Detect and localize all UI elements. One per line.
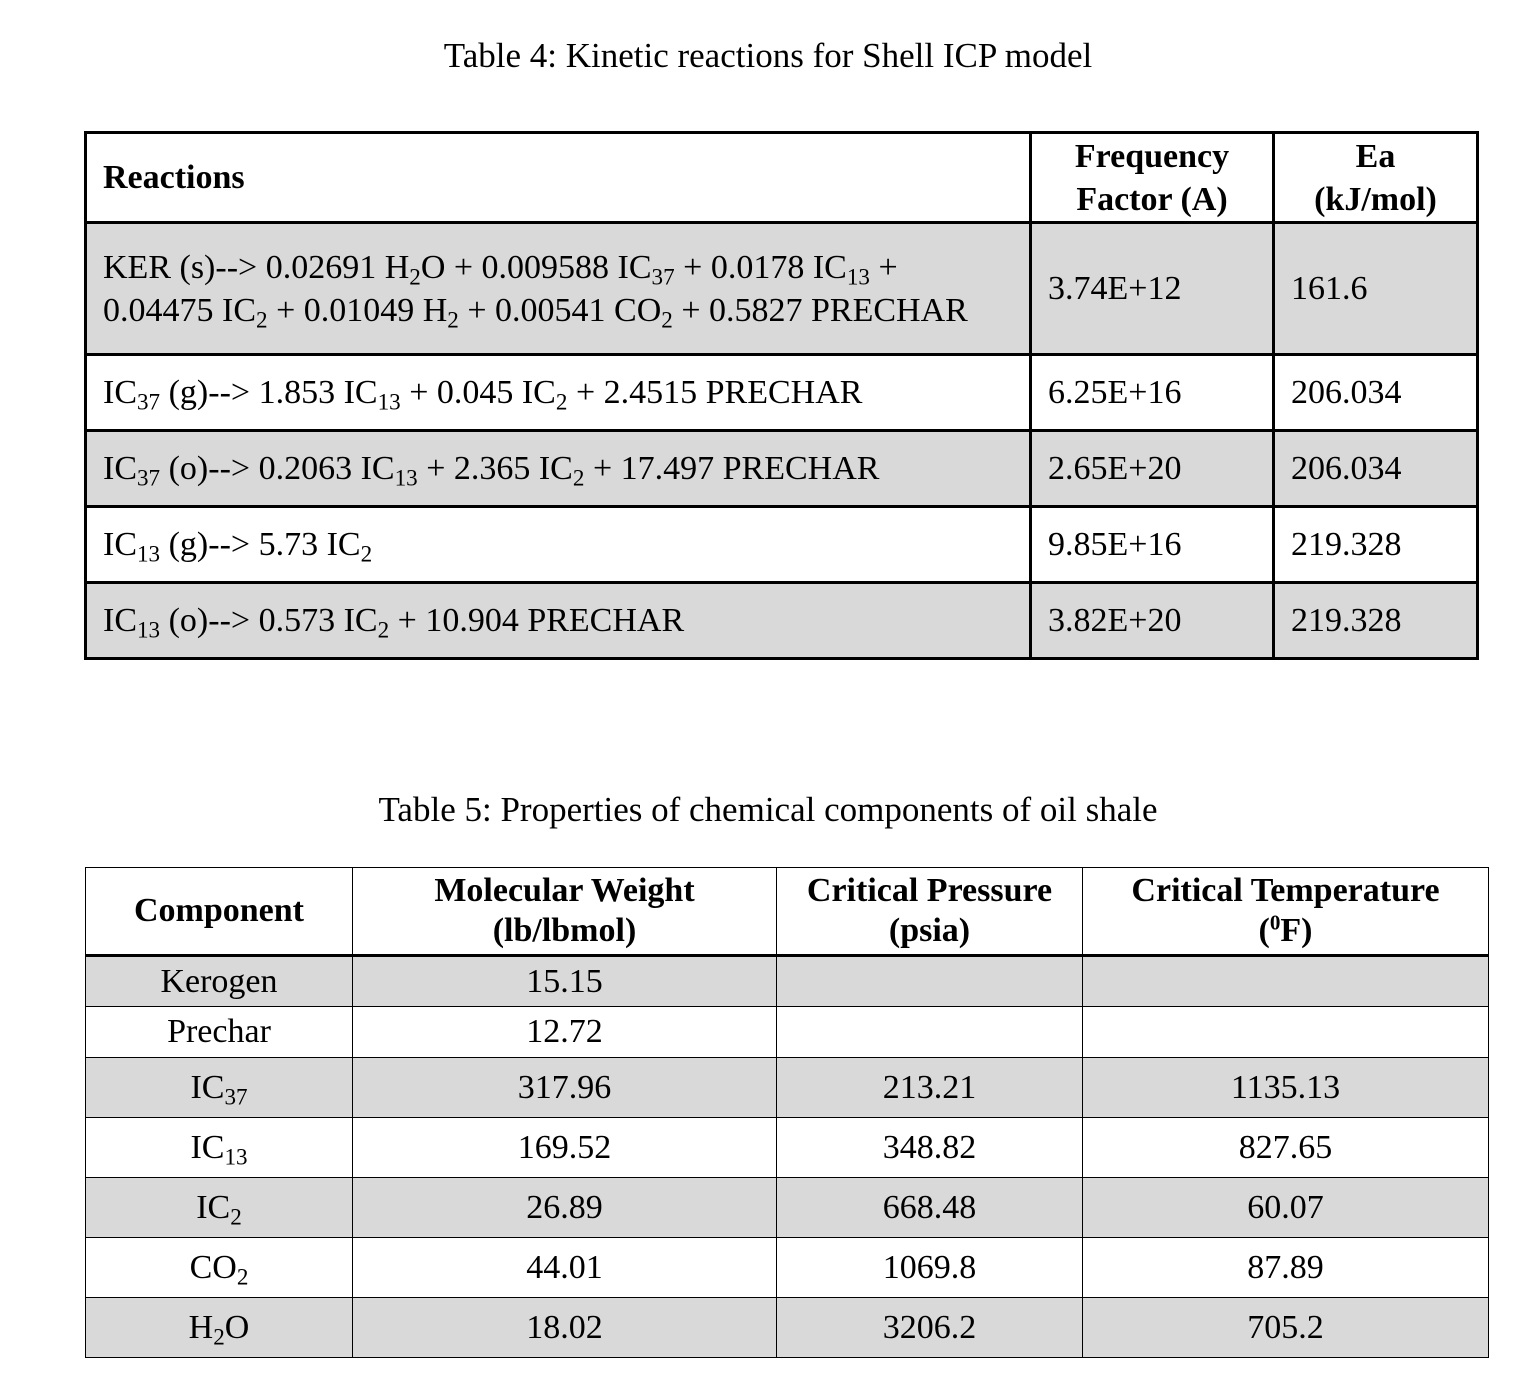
formula-segment: + 0.0178 IC — [674, 248, 847, 286]
frequency-factor-cell: 6.25E+16 — [1031, 355, 1274, 431]
formula-segment: 2 — [377, 617, 390, 644]
table-row — [86, 1118, 1489, 1178]
component-cell — [86, 1238, 353, 1298]
formula-segment: 2 — [230, 1203, 242, 1230]
formula-segment: (g)--> 5.73 IC — [160, 526, 361, 563]
header-component: Component — [86, 868, 353, 956]
molecular-weight-cell: 15.15 — [353, 956, 777, 1007]
formula-segment: O — [224, 1308, 250, 1346]
formula-segment: 37 — [224, 1083, 248, 1110]
formula-segment: + 0.01049 H — [267, 291, 448, 329]
component-cell — [86, 1178, 353, 1238]
component-cell — [86, 1118, 353, 1178]
ea-cell: 161.6 — [1274, 223, 1478, 355]
table4-caption: Table 4: Kinetic reactions for Shell ICP model — [443, 36, 1093, 75]
formula-segment: 13 — [137, 617, 161, 644]
formula-segment: 37 — [137, 389, 161, 416]
formula-segment: 37 — [137, 465, 161, 492]
formula-segment: + 2.365 IC — [417, 450, 573, 487]
critical-pressure-cell: 668.48 — [777, 1178, 1083, 1238]
formula-segment: KER (s)--> 0.02691 H — [103, 248, 410, 286]
formula-segment: IC — [190, 1128, 225, 1166]
reaction-cell — [86, 507, 1031, 583]
frequency-factor-cell: 3.82E+20 — [1031, 583, 1274, 659]
formula-segment: 2 — [360, 541, 373, 568]
formula-segment: 2 — [236, 1263, 249, 1290]
formula-segment: + 0.5827 PRECHAR — [672, 291, 968, 329]
formula-segment: (o)--> 0.573 IC — [160, 602, 378, 639]
formula-segment: 2 — [409, 263, 421, 290]
critical-temperature-cell: 705.2 — [1083, 1298, 1489, 1358]
formula-segment: 2 — [555, 389, 568, 416]
formula-segment: IC — [190, 1068, 225, 1106]
formula-segment: 13 — [846, 263, 870, 290]
molecular-weight-cell: 12.72 — [353, 1007, 777, 1058]
formula-segment: IC — [196, 1188, 231, 1226]
formula-segment: (o)--> 0.2063 IC — [160, 450, 395, 487]
formula-segment: IC — [103, 526, 137, 563]
formula-segment: 37 — [651, 263, 675, 290]
formula-segment: IC — [103, 602, 137, 639]
formula-segment: Prechar — [167, 1013, 271, 1050]
component-cell — [86, 1058, 353, 1118]
critical-temperature-cell — [1083, 1007, 1489, 1058]
component-cell — [86, 1007, 353, 1058]
formula-segment: 13 — [224, 1143, 248, 1170]
molecular-weight-cell: 26.89 — [353, 1178, 777, 1238]
formula-segment: CO — [189, 1248, 237, 1286]
formula-segment: 13 — [377, 389, 401, 416]
formula-segment: + 17.497 PRECHAR — [584, 450, 880, 487]
header-critical-temperature: Critical Temperature ($^0$F) — [1083, 868, 1489, 956]
formula-segment: 13 — [394, 465, 418, 492]
frequency-factor-cell: 2.65E+20 — [1031, 431, 1274, 507]
table-row — [86, 583, 1478, 659]
critical-pressure-cell — [777, 1007, 1083, 1058]
formula-segment: 2 — [447, 306, 459, 333]
formula-segment: + 10.904 PRECHAR — [389, 602, 685, 639]
molecular-weight-cell: 317.96 — [353, 1058, 777, 1118]
reaction-cell — [86, 355, 1031, 431]
table-row — [86, 431, 1478, 507]
frequency-factor-cell: 3.74E+12 — [1031, 223, 1274, 355]
formula-segment: 2 — [661, 306, 673, 333]
molecular-weight-cell: 44.01 — [353, 1238, 777, 1298]
formula-segment: Kerogen — [160, 962, 278, 1000]
formula-segment: 2 — [572, 465, 585, 492]
header-critical-pressure: Critical Pressure (psia) — [777, 868, 1083, 956]
critical-pressure-cell: 348.82 — [777, 1118, 1083, 1178]
formula-segment: 2 — [256, 306, 268, 333]
formula-segment: IC — [103, 450, 137, 487]
table-row — [86, 1007, 1489, 1058]
header-reactions: Reactions — [86, 133, 1031, 223]
table-row — [86, 1238, 1489, 1298]
header-ea: Ea (kJ/mol) — [1274, 133, 1478, 223]
table-row — [86, 507, 1478, 583]
header-frequency-factor: Frequency Factor (A) — [1031, 133, 1274, 223]
table5-caption: Table 5: Properties of chemical components of oil shale — [378, 790, 1158, 829]
formula-segment: + 0.04475 IC — [103, 248, 898, 329]
reaction-cell — [86, 583, 1031, 659]
critical-pressure-cell: 213.21 — [777, 1058, 1083, 1118]
formula-segment: + 0.045 IC — [400, 374, 556, 411]
critical-temperature-cell: 60.07 — [1083, 1178, 1489, 1238]
component-cell — [86, 956, 353, 1007]
reaction-cell — [86, 431, 1031, 507]
molecular-weight-cell: 18.02 — [353, 1298, 777, 1358]
frequency-factor-cell: 9.85E+16 — [1031, 507, 1274, 583]
table-row — [86, 956, 1489, 1007]
critical-temperature-cell — [1083, 956, 1489, 1007]
critical-pressure-cell: 3206.2 — [777, 1298, 1083, 1358]
critical-pressure-cell — [777, 956, 1083, 1007]
ea-cell: 219.328 — [1274, 507, 1478, 583]
critical-pressure-cell: 1069.8 — [777, 1238, 1083, 1298]
component-cell — [86, 1298, 353, 1358]
formula-segment: 13 — [137, 541, 161, 568]
formula-segment: + 0.00541 CO — [458, 291, 662, 329]
critical-temperature-cell: 1135.13 — [1083, 1058, 1489, 1118]
formula-segment: (g)--> 1.853 IC — [160, 374, 378, 411]
ea-cell: 206.034 — [1274, 431, 1478, 507]
formula-segment: IC — [103, 374, 137, 411]
table-row — [86, 1058, 1489, 1118]
table-row — [86, 1178, 1489, 1238]
critical-temperature-cell: 87.89 — [1083, 1238, 1489, 1298]
critical-temperature-cell: 827.65 — [1083, 1118, 1489, 1178]
formula-segment: H — [188, 1308, 214, 1346]
header-molecular-weight: Molecular Weight (lb/lbmol) — [353, 868, 777, 956]
formula-segment: 2 — [213, 1323, 225, 1350]
table-row — [86, 1298, 1489, 1358]
ea-cell: 206.034 — [1274, 355, 1478, 431]
formula-segment: O + 0.009588 IC — [420, 248, 652, 286]
molecular-weight-cell: 169.52 — [353, 1118, 777, 1178]
table-row — [86, 223, 1478, 355]
ea-cell: 219.328 — [1274, 583, 1478, 659]
reaction-cell — [86, 223, 1031, 355]
component-properties-table — [85, 867, 1489, 1358]
table-row — [86, 355, 1478, 431]
formula-segment: + 2.4515 PRECHAR — [567, 374, 863, 411]
kinetic-reactions-table — [84, 131, 1479, 660]
